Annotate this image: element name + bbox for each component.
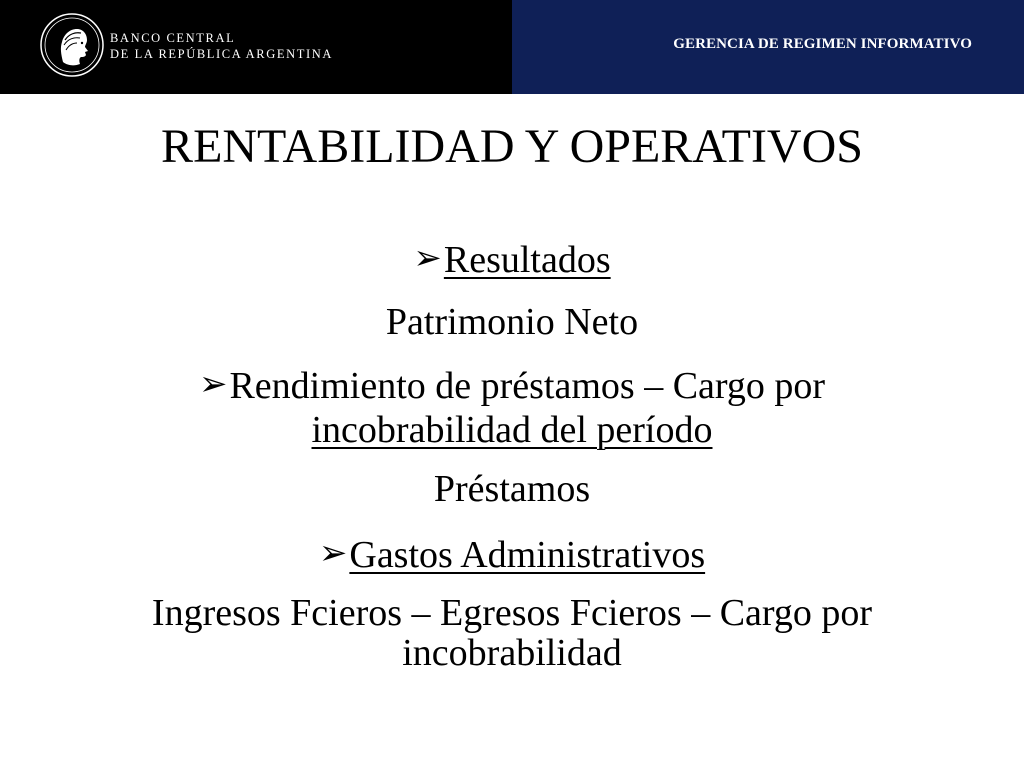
bullet-heading-continuation [0,409,1024,451]
bank-name-line1: BANCO CENTRAL [110,31,236,45]
bullet-detail [0,593,1024,673]
arrowhead-bullet-icon: ➢ [318,535,348,572]
bullet-item-rendimiento [0,365,1024,511]
bullet-detail-line1: Ingresos Fcieros – Egresos Fcieros – Cargo por [151,592,873,634]
department-name: GERENCIA DE REGIMEN INFORMATIVO [673,36,972,52]
bullet-heading-text: Resultados [443,239,611,281]
slide-header [0,0,1024,94]
bullet-item-resultados [0,238,1024,344]
arrowhead-bullet-icon: ➢ [413,240,442,277]
bullet-detail-line2: incobrabilidad [402,632,622,674]
bullet-detail: Préstamos [433,468,591,510]
bullet-heading-text: Gastos Administrativos [349,534,706,576]
bullet-heading-text: Rendimiento de préstamos – Cargo por [229,365,826,407]
bullet-heading [0,365,1024,409]
header-right-panel [512,0,1024,94]
slide-content [0,238,1024,673]
arrowhead-bullet-icon: ➢ [198,366,228,403]
slide-title: RENTABILIDAD Y OPERATIVOS [161,120,863,173]
bullet-heading [0,238,1024,284]
bullet-item-gastos [0,533,1024,673]
bank-name-line2: DE LA REPÚBLICA ARGENTINA [110,47,333,61]
header-left-panel [0,0,512,94]
bank-name [110,30,333,62]
bullet-heading-underlined: incobrabilidad del período [311,409,713,451]
bullet-detail: Patrimonio Neto [385,301,639,343]
republic-head-medallion-icon [39,12,105,78]
bullet-heading [0,533,1024,579]
